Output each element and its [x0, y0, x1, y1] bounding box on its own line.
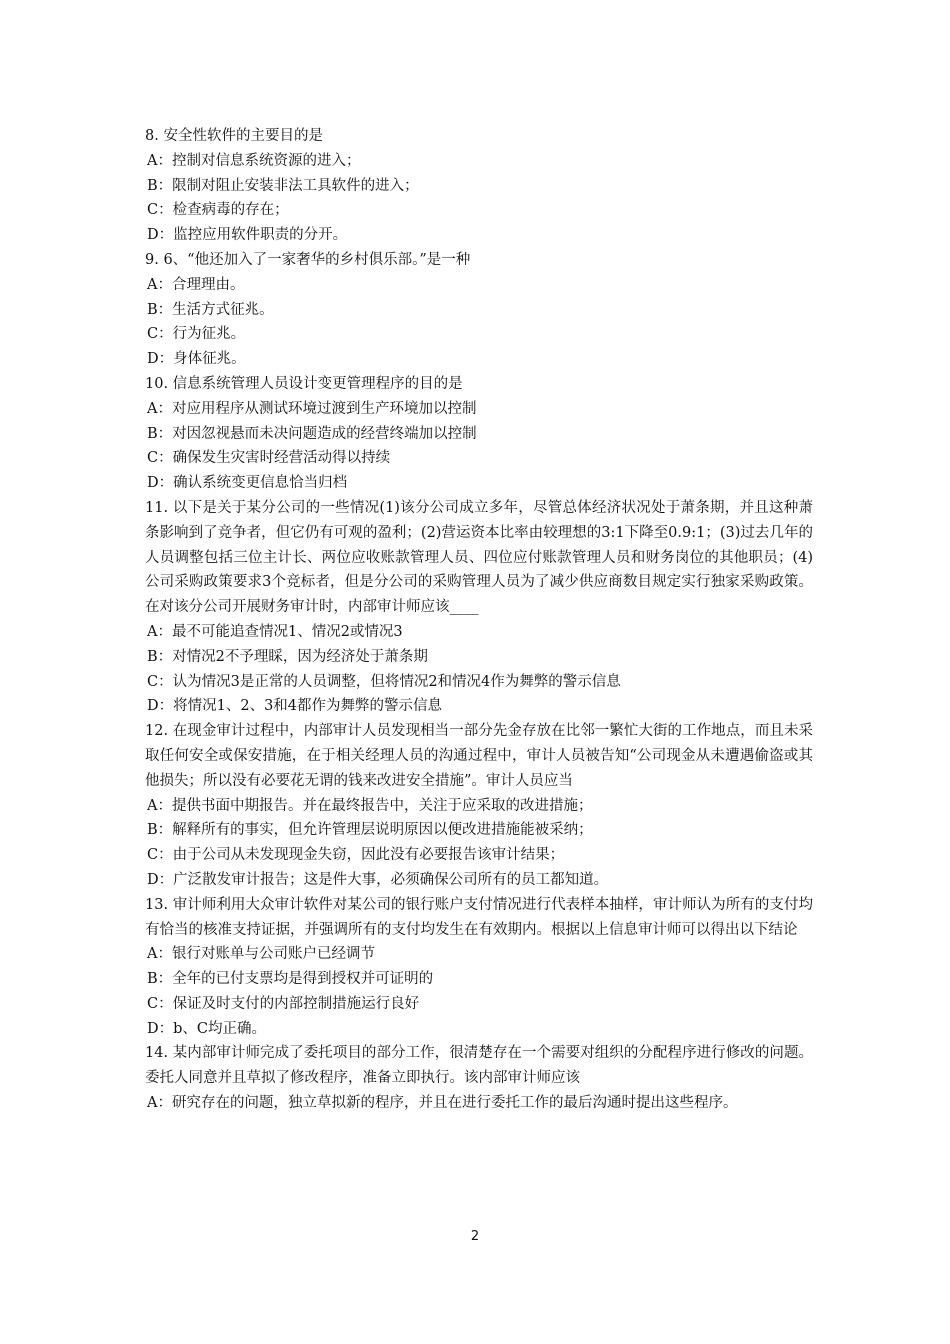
question-stem: 11. 以下是关于某分公司的一些情况(1)该分公司成立多年，尽管总体经济状况处于萧条期，并且这种萧条影响到了竞争者，但它仍有可观的盈利；(2)营运资本比率由较理想的3:1下降至0.9:1；(3)过去几年的人员调整包括三位主计长、两位应收账款管理人员、四位应付账款管理人员和财务岗位的其他职员；(4)公司采购政策要求3个竞标者，但是分公司的采购管理人员为了减少供应商数目规定实行独家采购政策。在对该分公司开展财务审计时，内部审计师应该____: [145, 499, 813, 616]
answer-option: A：控制对信息系统资源的进入；: [147, 152, 361, 169]
question-stem: 9. 6、“他还加入了一家奢华的乡村俱乐部。”是一种: [145, 251, 471, 268]
question-stem: 12. 在现金审计过程中，内部审计人员发现相当一部分先金存放在比邻一繁忙大街的工作地点，而且未采取任何安全或保安措施，在于相关经理人员的沟通过程中，审计人员被告知“公司现金从未遭遇偷盗或其他损失；所以没有必要花无谓的钱来改进安全措施”。审计人员应当: [145, 723, 813, 789]
question-stem: 8. 安全性软件的主要目的是: [145, 128, 323, 144]
answer-option: C：保证及时支付的内部控制措施运行良好: [147, 995, 420, 1012]
answer-option: D：确认系统变更信息恰当归档: [147, 475, 348, 492]
question-block: [145, 893, 813, 1042]
answer-option: B：对因忽视悬而未决问题造成的经营终端加以控制: [147, 425, 477, 442]
answer-option: D：监控应用软件职责的分开。: [147, 227, 348, 244]
answer-option: D：身体征兆。: [147, 351, 246, 368]
answer-option: D：广泛散发审计报告；这是件大事，必须确保公司所有的员工都知道。: [147, 871, 609, 888]
answer-option: A：对应用程序从测试环境过渡到生产环境加以控制: [147, 400, 477, 417]
answer-option: C：确保发生灾害时经营活动得以持续: [147, 450, 391, 467]
answer-option: C：由于公司从未发现现金失窃，因此没有必要报告该审计结果；: [147, 847, 565, 864]
answer-option: A：提供书面中期报告。并在最终报告中，关注于应采取的改进措施；: [147, 797, 593, 814]
question-list: [145, 124, 813, 1116]
answer-option: A：银行对账单与公司账户已经调节: [147, 946, 375, 963]
question-stem: 13. 审计师利用大众审计软件对某公司的银行账户支付情况进行代表样本抽样，审计师认为所有的支付均有恰当的核准支持证据，并强调所有的支付均发生在有效期内。根据以上信息审计师可以得出以下结论: [145, 896, 813, 938]
question-block: [145, 248, 813, 372]
answer-option: A：最不可能追查情况1、情况2或情况3: [147, 623, 403, 640]
question-block: [145, 719, 813, 893]
answer-option: B：限制对阻止安装非法工具软件的进入；: [147, 177, 419, 194]
question-block: [145, 496, 813, 719]
question-block: [145, 124, 813, 248]
question-stem: 10. 信息系统管理人员设计变更管理程序的目的是: [145, 375, 463, 392]
answer-option: D：b、C均正确。: [147, 1020, 267, 1037]
answer-option: A：研究存在的问题，独立草拟新的程序，并且在进行委托工作的最后沟通时提出这些程序。: [147, 1095, 738, 1112]
answer-option: D：将情况1、2、3和4都作为舞弊的警示信息: [147, 698, 443, 715]
answer-option: B：解释所有的事实，但允许管理层说明原因以便改进措施能被采纳；: [147, 822, 593, 839]
question-stem: 14. 某内部审计师完成了委托项目的部分工作，很清楚存在一个需要对组织的分配程序进行修改的问题。委托人同意并且草拟了修改程序，准备立即执行。该内部审计师应该: [145, 1045, 813, 1087]
page-number: 2: [470, 1229, 480, 1244]
question-block: [145, 1041, 813, 1115]
answer-option: C：认为情况3是正常的人员调整，但将情况2和情况4作为舞弊的警示信息: [147, 673, 621, 690]
answer-option: C：行为征兆。: [147, 326, 246, 343]
answer-option: C：检查病毒的存在；: [147, 202, 289, 219]
answer-option: B：全年的已付支票均是得到授权并可证明的: [147, 971, 434, 988]
question-block: [145, 372, 813, 496]
answer-option: A：合理理由。: [147, 276, 245, 293]
answer-option: B：对情况2不予理睬，因为经济处于萧条期: [147, 648, 428, 665]
answer-option: B：生活方式征兆。: [147, 301, 274, 318]
